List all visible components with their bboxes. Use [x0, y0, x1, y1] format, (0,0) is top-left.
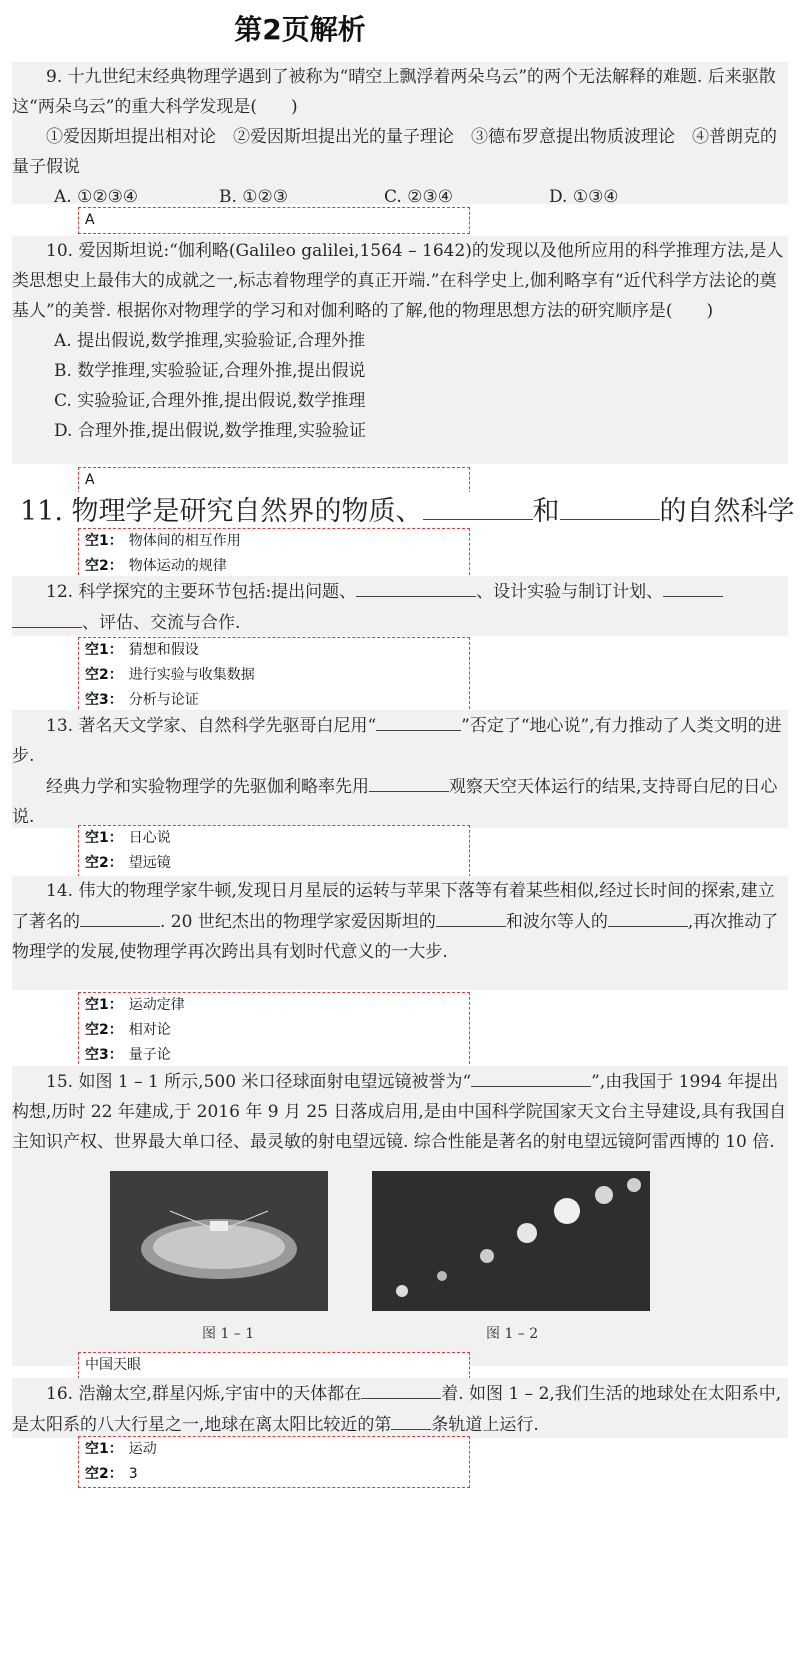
q10-stem: 10. 爱因斯坦说:“伽利略(Galileo galilei,1564 – 1642)的发现以及他所应用的科学推理方法,是人类思想史上最伟大的成就之一,标志着物理学的真正开端.”在科学史上,伽利略享有“近代科学方法论的奠基人”的美誉. 根据你对物理学的学习和对伽利略的了解,他的物理思想方法的研究顺序是( ) — [12, 241, 784, 321]
answer-value: A — [85, 212, 95, 228]
figures — [12, 1157, 788, 1345]
q15-answer-box — [78, 1352, 470, 1379]
option-d: D. 合理外推,提出假说,数学推理,实验验证 — [54, 421, 367, 441]
blank-2 — [663, 576, 723, 597]
option-a: A. ①②③④ — [54, 187, 139, 207]
solar-system-image — [372, 1171, 650, 1311]
answer-row: 空1： 运动 — [85, 1441, 157, 1457]
answer-row: 空1： 运动定律 — [85, 997, 185, 1013]
page-title: 第2页解析 — [234, 13, 366, 46]
q11-answer-box — [78, 528, 470, 580]
answer-row: 空2： 物体运动的规律 — [85, 558, 227, 574]
blank-1 — [376, 710, 461, 731]
option-b: B. 数学推理,实验验证,合理外推,提出假说 — [54, 361, 366, 381]
question-11 — [12, 492, 796, 532]
answer-row: 空2： 进行实验与收集数据 — [85, 667, 255, 683]
answer-row: 空3： 分析与论证 — [85, 692, 199, 708]
fast-telescope-image — [110, 1171, 328, 1311]
option-b: B. ①②③ — [219, 187, 289, 207]
q14-answer-box — [78, 992, 470, 1069]
q16-answer-box — [78, 1436, 470, 1488]
q10-answer-box — [78, 467, 470, 494]
blank-3 — [12, 607, 82, 628]
answer-value: 中国天眼 — [85, 1357, 141, 1373]
q13-answer-box — [78, 825, 470, 877]
q11-text: 和 — [532, 496, 560, 527]
answer-row: 空1： 日心说 — [85, 830, 171, 846]
blank-1 — [361, 1378, 441, 1399]
question-12: 12. 科学探究的主要环节包括:提出问题、 、设计实验与制订计划、 、评估、交流与合作. — [12, 576, 788, 636]
option-c: C. 实验验证,合理外推,提出假说,数学推理 — [54, 391, 366, 411]
question-14: 14. 伟大的物理学家牛顿,发现日月星辰的运转与苹果下落等有着某些相似,经过长时间的探索,建立了著名的 . 20 世纪杰出的物理学家爱因斯坦的 和波尔等人的 ,再次推动了物理学的发展,使物理学再次跨出具有划时代意义的一大步. — [12, 876, 788, 990]
q9-stem: 9. 十九世纪末经典物理学遇到了被称为“晴空上飘浮着两朵乌云”的两个无法解释的难题. 后来驱散这“两朵乌云”的重大科学发现是( ) — [12, 67, 776, 117]
blank-1 — [423, 499, 533, 520]
answer-value: A — [85, 472, 95, 488]
question-15: 15. 如图 1 – 1 所示,500 米口径球面射电望远镜被誉为“ ”,由我国于 1994 年提出构想,历时 22 年建成,于 2016 年 9 月 25 日落成启用,是由中国科学院国家天文台主导建设,具有我国自主知识产权、世界最大单口径、最灵敏的射电望远镜. 综合性能是著名的射电望远镜阿雷西博的 10 倍. 图 1 – 1 图 1 – 2 — [12, 1066, 788, 1366]
blank-2 — [436, 906, 506, 927]
answer-row: 空2： 望远镜 — [85, 855, 171, 871]
blank-1 — [356, 576, 476, 597]
option-a: A. 提出假说,数学推理,实验验证,合理外推 — [54, 331, 366, 351]
question-13: 13. 著名天文学家、自然科学先驱哥白尼用“ ”否定了“地心说”,有力推动了人类文明的进步. 经典力学和实验物理学的先驱伽利略率先用 观察天空天体运行的结果,支持哥白尼的日心说. — [12, 710, 788, 828]
q11-text: 11. 物理学是研究自然界的物质、 — [20, 496, 423, 527]
blank-2 — [391, 1409, 431, 1430]
q9-items: ①爱因斯坦提出相对论 ②爱因斯坦提出光的量子理论 ③德布罗意提出物质波理论 ④普朗克的量子假说 — [12, 127, 777, 177]
option-c: C. ②③④ — [384, 187, 453, 207]
q11-text: 的自然科学 — [659, 496, 795, 527]
q12-answer-box — [78, 637, 470, 714]
option-d: D. ①③④ — [549, 187, 619, 207]
answer-row: 空3： 量子论 — [85, 1047, 171, 1063]
answer-row: 空1： 物体间的相互作用 — [85, 533, 241, 549]
figure-1-2-caption: 图 1 – 2 — [486, 1326, 539, 1342]
blank-1 — [471, 1066, 591, 1087]
answer-row: 空2： 相对论 — [85, 1022, 171, 1038]
q9-answer-box — [78, 207, 470, 234]
question-16: 16. 浩瀚太空,群星闪烁,宇宙中的天体都在 着. 如图 1 – 2,我们生活的地球处在太阳系中,是太阳系的八大行星之一,地球在离太阳比较近的第 条轨道上运行. — [12, 1378, 788, 1438]
blank-2 — [560, 499, 660, 520]
blank-3 — [608, 906, 688, 927]
answer-row: 空2： 3 — [85, 1466, 138, 1482]
answer-row: 空1： 猜想和假设 — [85, 642, 199, 658]
figure-1-1-caption: 图 1 – 1 — [202, 1326, 255, 1342]
blank-1 — [80, 906, 160, 927]
blank-2 — [369, 771, 449, 792]
question-10 — [12, 236, 788, 464]
question-9 — [12, 62, 788, 207]
